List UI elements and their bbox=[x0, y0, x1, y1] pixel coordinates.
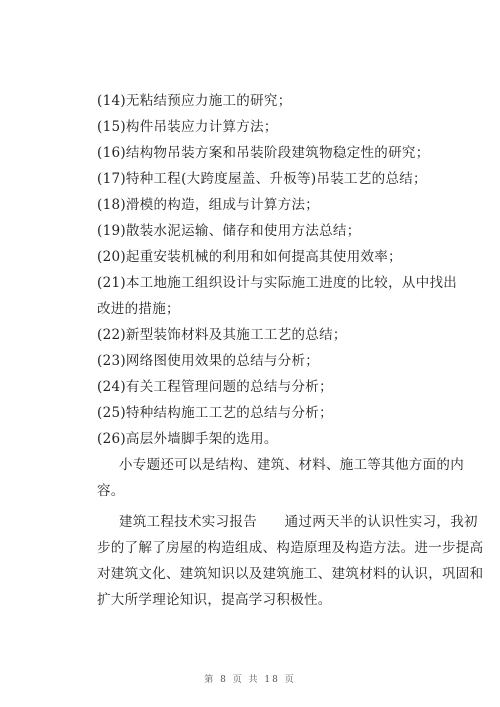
list-item-line2: 改进的措施； bbox=[97, 301, 180, 317]
paragraph-line: 小专题还可以是结构、建筑、材料、施工等其他方面的内 bbox=[119, 457, 464, 473]
list-item: (18)滑模的构造，组成与计算方法； bbox=[97, 197, 320, 213]
list-item: (25)特种结构施工工艺的总结与分析； bbox=[97, 405, 333, 421]
list-item: (19)散装水泥运输、储存和使用方法总结； bbox=[97, 223, 361, 239]
list-item: (24)有关工程管理问题的总结与分析； bbox=[97, 379, 333, 395]
list-item: (17)特种工程(大跨度屋盖、升板等)吊装工艺的总结； bbox=[97, 171, 427, 187]
paragraph-line: 扩大所学理论知识，提高学习积极性。 bbox=[97, 592, 332, 608]
list-item-line1: (21)本工地施工组织设计与实际施工进度的比较，从中找出 bbox=[97, 275, 458, 291]
list-item: (16)结构物吊装方案和吊装阶段建筑物稳定性的研究； bbox=[97, 145, 430, 161]
list-item: (20)起重安装机械的利用和如何提高其使用效率； bbox=[97, 249, 402, 265]
paragraph-line: 容。 bbox=[97, 483, 125, 499]
page-number-footer: 第 8 页 共 18 页 bbox=[204, 675, 296, 685]
list-item: (14)无粘结预应力施工的研究； bbox=[97, 93, 292, 109]
paragraph-line: 对建筑文化、建筑知识以及建筑施工、建筑材料的认识，巩固和 bbox=[97, 566, 484, 582]
paragraph-line: 建筑工程技术实习报告 通过两天半的认识性实习，我初 bbox=[119, 514, 478, 530]
list-item: (22)新型装饰材料及其施工工艺的总结； bbox=[97, 327, 347, 343]
list-item: (26)高层外墙脚手架的选用。 bbox=[97, 431, 278, 447]
list-item: (23)网络图使用效果的总结与分析； bbox=[97, 353, 320, 369]
list-item: (15)构件吊装应力计算方法； bbox=[97, 119, 278, 135]
paragraph-line: 步的了解了房屋的构造组成、构造原理及构造方法。进一步提高 bbox=[97, 540, 484, 556]
